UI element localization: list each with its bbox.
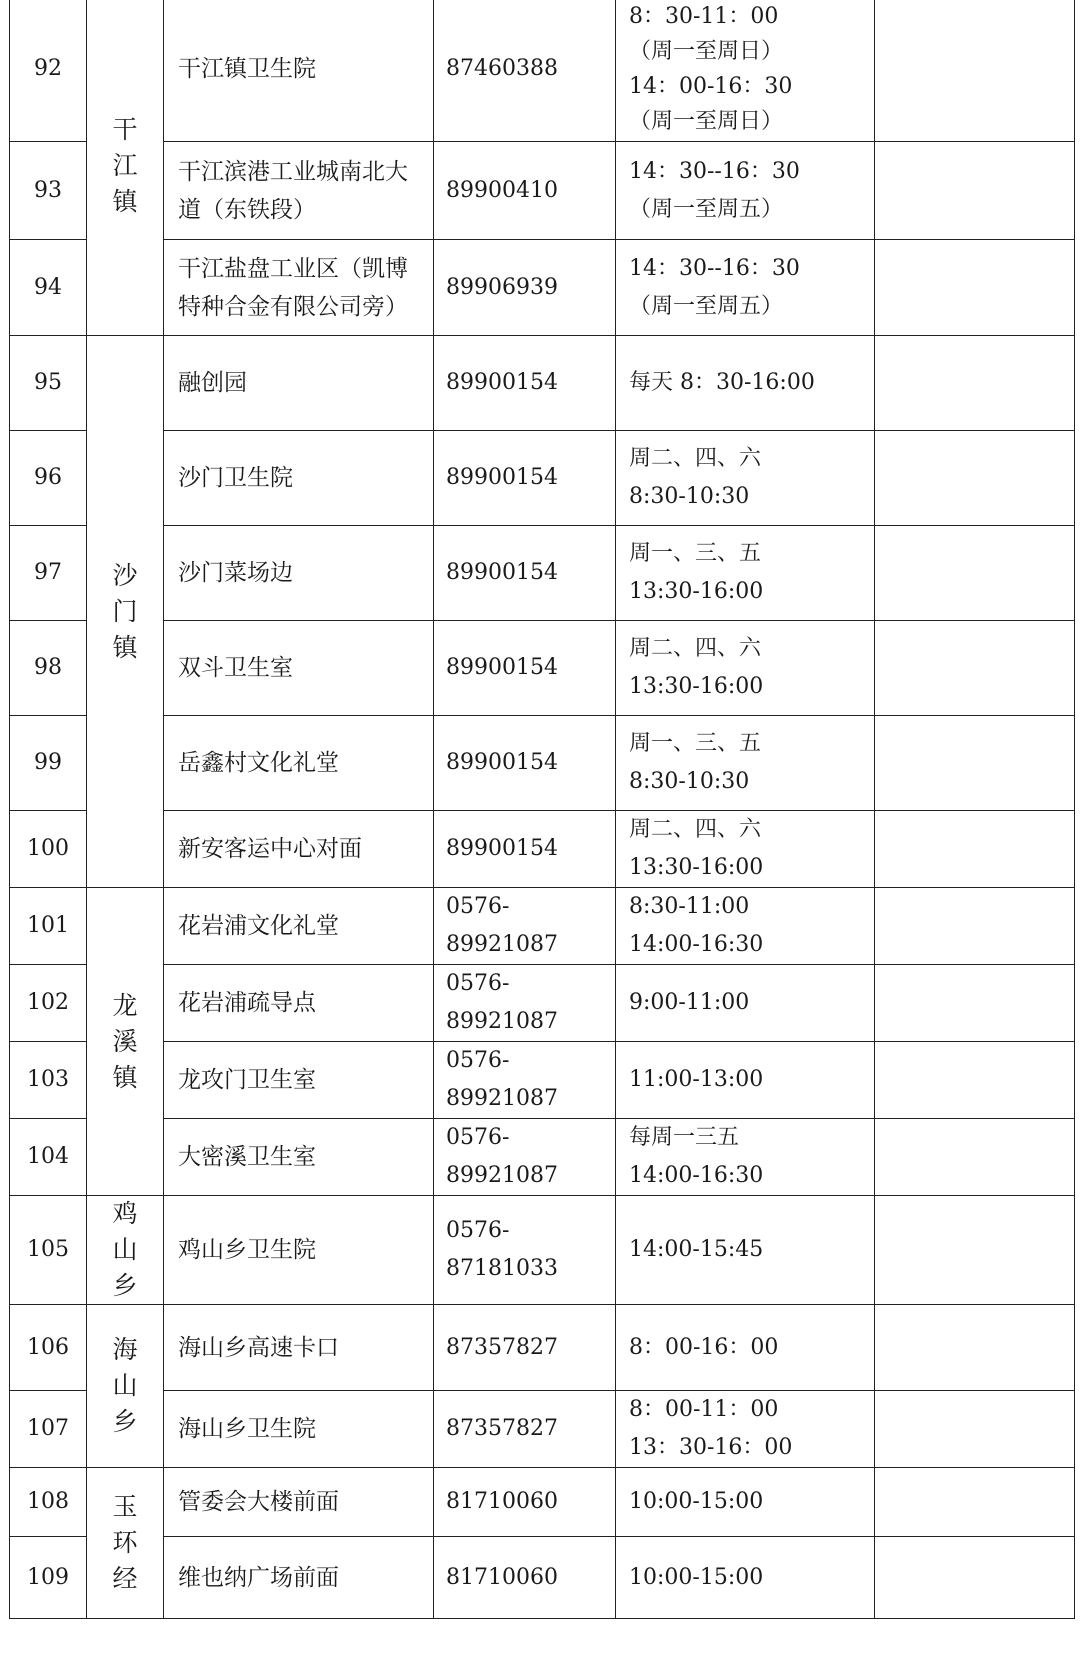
opening-hours-line: 14:00-15:45	[629, 1237, 764, 1262]
opening-hours-line: （周一至周五）	[629, 196, 784, 222]
phone-number: 0576-87181033	[434, 1196, 616, 1305]
opening-hours	[616, 716, 875, 811]
opening-hours-line: 10:00-15:00	[629, 1489, 764, 1514]
remarks-cell	[875, 888, 1075, 965]
town-char: 乡	[112, 1271, 138, 1300]
town-char: 玉	[112, 1492, 138, 1521]
opening-hours	[616, 431, 875, 526]
site-location	[164, 1119, 434, 1196]
town-char: 门	[112, 596, 138, 626]
site-location-line: 岳鑫村文化礼堂	[178, 750, 339, 776]
opening-hours-line: 14:00-16:30	[629, 1163, 764, 1188]
opening-hours-line: 10:00-15:00	[629, 1564, 764, 1590]
row-number: 109	[10, 1537, 87, 1619]
site-location	[164, 1537, 434, 1619]
phone-number: 89900154	[434, 716, 616, 811]
site-location	[164, 1468, 434, 1537]
phone-number: 0576-89921087	[434, 965, 616, 1042]
remarks-cell	[875, 621, 1075, 716]
phone-number: 0576-89921087	[434, 1119, 616, 1196]
row-number: 104	[10, 1119, 87, 1196]
opening-hours	[616, 1196, 875, 1305]
site-location-line: 特种合金有限公司旁）	[178, 293, 408, 320]
phone-number: 89900154	[434, 431, 616, 526]
phone-number: 81710060	[434, 1468, 616, 1537]
row-number: 96	[10, 431, 87, 526]
row-number: 106	[10, 1305, 87, 1391]
town-char: 镇	[112, 1062, 138, 1092]
site-location	[164, 336, 434, 431]
remarks-cell	[875, 0, 1075, 142]
opening-hours-line: （周一至周五）	[629, 293, 784, 319]
opening-hours	[616, 1305, 875, 1391]
opening-hours-line: 8：00-16：00	[629, 1334, 779, 1360]
opening-hours-line: 8:30-11:00	[629, 894, 750, 919]
site-location-line: 沙门卫生院	[178, 465, 293, 491]
opening-hours	[616, 240, 875, 336]
opening-hours-line: 13：30-16：00	[629, 1435, 793, 1460]
opening-hours-line: 14：30--16：30	[629, 255, 800, 281]
remarks-cell	[875, 526, 1075, 621]
phone-number: 89900154	[434, 336, 616, 431]
site-location	[164, 1042, 434, 1119]
row-number: 99	[10, 716, 87, 811]
phone-number: 87460388	[434, 0, 616, 142]
town-char: 龙	[112, 990, 138, 1020]
table-row	[10, 526, 1075, 621]
site-location-line: 融创园	[178, 370, 247, 396]
table-row	[10, 431, 1075, 526]
row-number: 101	[10, 888, 87, 965]
phone-number: 89900154	[434, 526, 616, 621]
opening-hours-line: 周一、三、五	[629, 541, 762, 566]
opening-hours	[616, 1537, 875, 1619]
town-char: 沙	[112, 560, 138, 590]
town-char: 镇	[112, 632, 138, 662]
opening-hours	[616, 1042, 875, 1119]
opening-hours-line: 14：30--16：30	[629, 158, 800, 184]
site-location	[164, 526, 434, 621]
phone-number: 81710060	[434, 1537, 616, 1619]
site-location-line: 管委会大楼前面	[178, 1489, 339, 1515]
site-location-line: 干江镇卫生院	[178, 56, 316, 82]
table-row	[10, 621, 1075, 716]
opening-hours-line: 14：00-16：30	[629, 74, 793, 99]
opening-hours-line: 14:00-16:30	[629, 932, 764, 957]
remarks-cell	[875, 1196, 1075, 1305]
row-number: 107	[10, 1391, 87, 1468]
site-location-line: 鸡山乡卫生院	[178, 1237, 316, 1263]
opening-hours-line: 11:00-13:00	[629, 1067, 764, 1092]
opening-hours-line: （周一至周日）	[629, 109, 784, 134]
opening-hours	[616, 336, 875, 431]
table-row	[10, 336, 1075, 431]
site-location	[164, 1391, 434, 1468]
site-location-line: 大密溪卫生室	[178, 1144, 316, 1170]
site-location	[164, 1196, 434, 1305]
opening-hours-line: 8:30-10:30	[629, 484, 750, 509]
row-number: 108	[10, 1468, 87, 1537]
opening-hours	[616, 811, 875, 888]
table-row	[10, 888, 1075, 965]
opening-hours	[616, 621, 875, 716]
town-char: 乡	[112, 1407, 138, 1436]
opening-hours	[616, 1119, 875, 1196]
town-char: 海	[112, 1335, 138, 1364]
opening-hours-line: 9:00-11:00	[629, 990, 750, 1015]
town-char: 镇	[112, 187, 138, 216]
remarks-cell	[875, 965, 1075, 1042]
site-location-line: 双斗卫生室	[178, 655, 293, 681]
table-row	[10, 142, 1075, 240]
remarks-cell	[875, 1305, 1075, 1391]
site-location-line: 干江滨港工业城南北大	[178, 158, 408, 185]
row-number: 94	[10, 240, 87, 336]
table-row	[10, 240, 1075, 336]
town-char: 环	[112, 1528, 138, 1557]
row-number: 98	[10, 621, 87, 716]
site-location-line: 花岩浦疏导点	[178, 990, 316, 1016]
site-location	[164, 621, 434, 716]
row-number: 100	[10, 811, 87, 888]
site-location-line: 沙门菜场边	[178, 560, 293, 586]
town-name	[87, 1468, 164, 1619]
opening-hours-line: 每天 8：30-16:00	[629, 370, 815, 395]
opening-hours	[616, 142, 875, 240]
row-number: 105	[10, 1196, 87, 1305]
town-name	[87, 0, 164, 336]
site-location-line: 海山乡卫生院	[178, 1416, 316, 1442]
table-row	[10, 1468, 1075, 1537]
town-name	[87, 1196, 164, 1305]
table-row	[10, 965, 1075, 1042]
site-location	[164, 142, 434, 240]
site-location-line: 维也纳广场前面	[178, 1564, 339, 1591]
remarks-cell	[875, 431, 1075, 526]
remarks-cell	[875, 811, 1075, 888]
site-location	[164, 888, 434, 965]
remarks-cell	[875, 1119, 1075, 1196]
opening-hours	[616, 965, 875, 1042]
remarks-cell	[875, 1537, 1075, 1619]
town-char: 溪	[112, 1026, 138, 1056]
town-char: 江	[112, 151, 138, 180]
town-char: 山	[112, 1235, 138, 1264]
opening-hours	[616, 0, 875, 142]
phone-number: 0576-89921087	[434, 888, 616, 965]
table-row	[10, 1042, 1075, 1119]
opening-hours-line: 13:30-16:00	[629, 674, 764, 699]
row-number: 97	[10, 526, 87, 621]
row-number: 103	[10, 1042, 87, 1119]
row-number: 102	[10, 965, 87, 1042]
row-number: 92	[10, 0, 87, 142]
opening-hours-line: 每周一三五	[629, 1125, 740, 1150]
remarks-cell	[875, 240, 1075, 336]
opening-hours	[616, 526, 875, 621]
phone-number: 89900154	[434, 621, 616, 716]
phone-number: 87357827	[434, 1391, 616, 1468]
site-location	[164, 431, 434, 526]
opening-hours-line: 周一、三、五	[629, 731, 762, 756]
opening-hours-line: 周二、四、六	[629, 446, 762, 471]
table-row	[10, 1391, 1075, 1468]
site-location-line: 海山乡高速卡口	[178, 1334, 339, 1361]
site-location-line: 道（东铁段）	[178, 196, 316, 223]
phone-number: 89900410	[434, 142, 616, 240]
table-row	[10, 0, 1075, 142]
site-location-line: 干江盐盘工业区（凯博	[178, 255, 408, 282]
town-name	[87, 888, 164, 1196]
opening-hours	[616, 1391, 875, 1468]
opening-hours	[616, 888, 875, 965]
site-location	[164, 240, 434, 336]
table-row	[10, 716, 1075, 811]
opening-hours-line: 13:30-16:00	[629, 579, 764, 604]
remarks-cell	[875, 1391, 1075, 1468]
town-name	[87, 336, 164, 888]
town-name	[87, 1305, 164, 1468]
site-location-line: 新安客运中心对面	[178, 836, 362, 862]
table-row	[10, 1196, 1075, 1305]
opening-hours	[616, 1468, 875, 1537]
table-row	[10, 1119, 1075, 1196]
site-location	[164, 716, 434, 811]
site-location	[164, 0, 434, 142]
opening-hours-line: （周一至周日）	[629, 39, 784, 64]
remarks-cell	[875, 336, 1075, 431]
site-location	[164, 1305, 434, 1391]
table-row	[10, 1305, 1075, 1391]
town-char: 经	[112, 1564, 138, 1593]
town-char: 山	[112, 1371, 138, 1400]
phone-number: 89900154	[434, 811, 616, 888]
row-number: 93	[10, 142, 87, 240]
testing-sites-table	[9, 0, 1075, 1619]
opening-hours-line: 周二、四、六	[629, 817, 762, 842]
site-location	[164, 811, 434, 888]
remarks-cell	[875, 1468, 1075, 1537]
phone-number: 0576-89921087	[434, 1042, 616, 1119]
site-location	[164, 965, 434, 1042]
remarks-cell	[875, 142, 1075, 240]
town-char: 干	[112, 115, 138, 144]
site-location-line: 龙攻门卫生室	[178, 1067, 316, 1093]
opening-hours-line: 8：30-11：00	[629, 4, 779, 29]
table-body	[10, 0, 1075, 1619]
remarks-cell	[875, 1042, 1075, 1119]
phone-number: 89906939	[434, 240, 616, 336]
table-row	[10, 1537, 1075, 1619]
remarks-cell	[875, 716, 1075, 811]
opening-hours-line: 周二、四、六	[629, 636, 762, 661]
opening-hours-line: 13:30-16:00	[629, 855, 764, 880]
phone-number: 87357827	[434, 1305, 616, 1391]
site-location-line: 花岩浦文化礼堂	[178, 913, 339, 939]
town-char: 鸡	[112, 1199, 138, 1228]
table-row	[10, 811, 1075, 888]
row-number: 95	[10, 336, 87, 431]
opening-hours-line: 8:30-10:30	[629, 769, 750, 794]
opening-hours-line: 8：00-11：00	[629, 1397, 779, 1422]
